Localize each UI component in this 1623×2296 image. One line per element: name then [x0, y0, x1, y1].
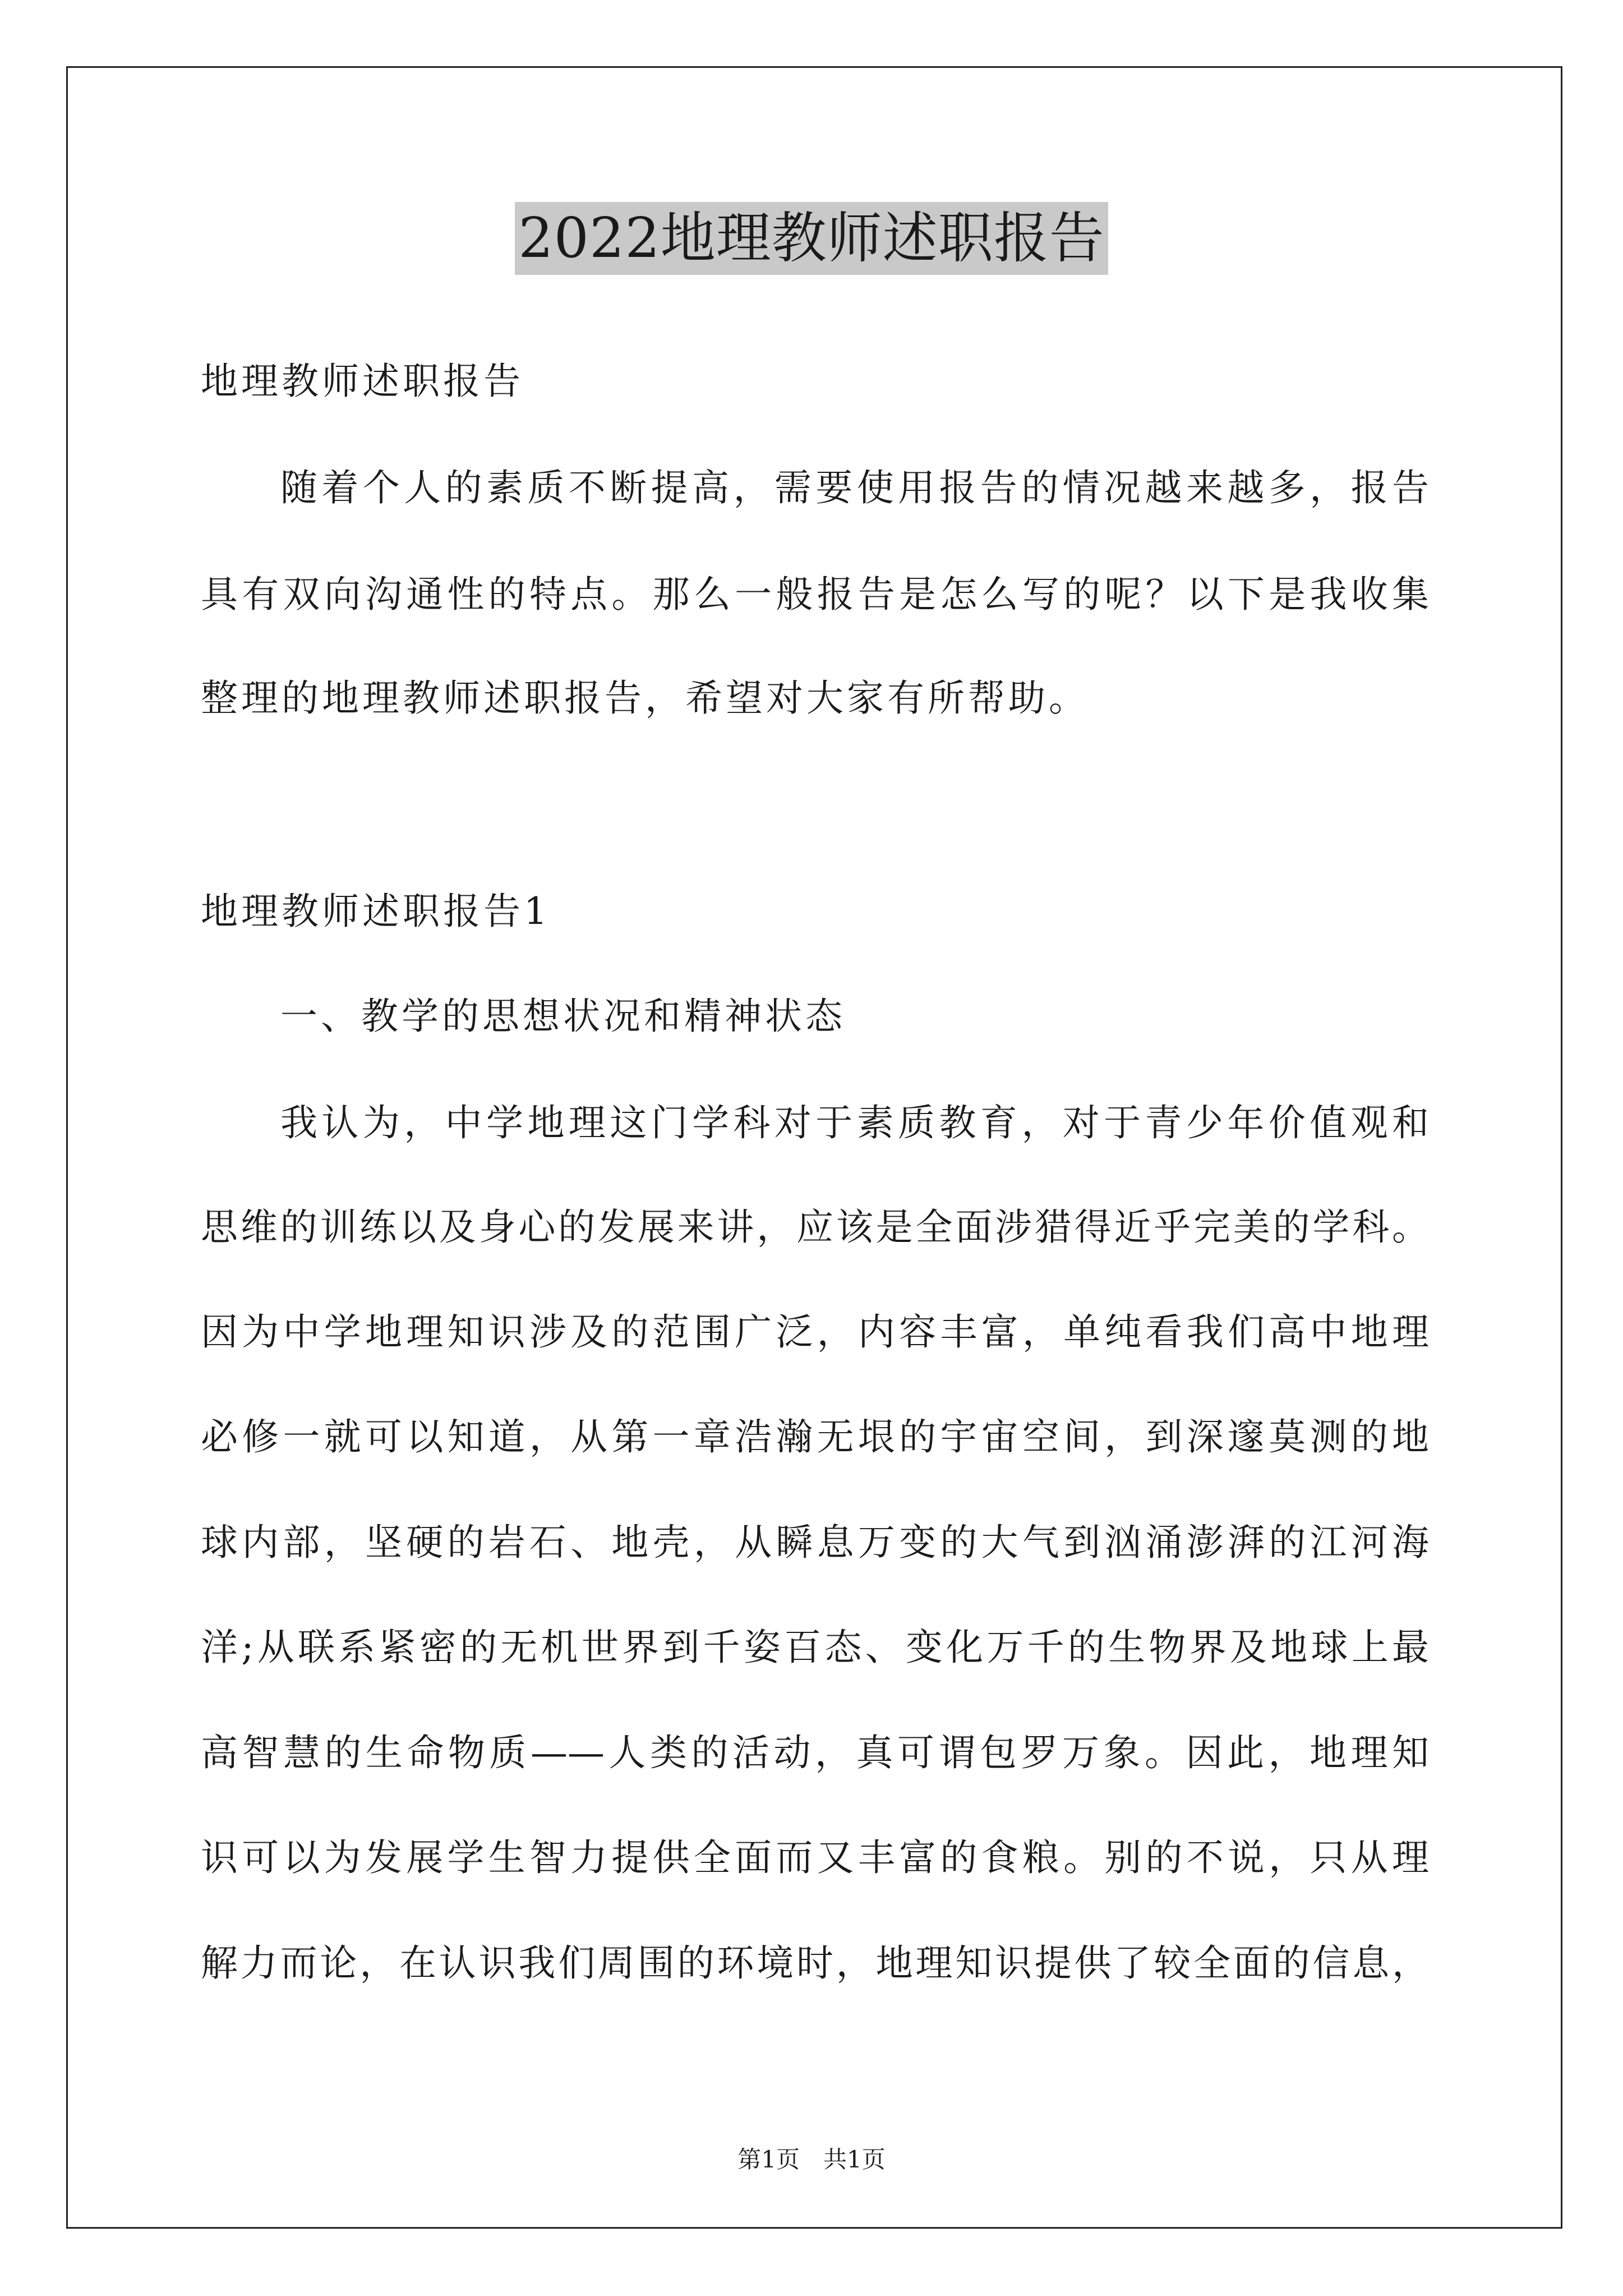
body-line-2: 思维的训练以及身心的发展来讲，应该是全面涉猎得近乎完美的学科。 [201, 1205, 1429, 1249]
body-line-5: 球内部，坚硬的岩石、地壳，从瞬息万变的大气到汹涌澎湃的江河海 [201, 1521, 1429, 1564]
body-line-1: 我认为，中学地理这门学科对于素质教育，对于青少年价值观和 [280, 1101, 1429, 1144]
intro-line-1: 随着个人的素质不断提高，需要使用报告的情况越来越多，报告 [280, 466, 1429, 509]
sub-heading: 一、教学的思想状况和精神状态 [280, 995, 846, 1038]
body-line-8: 识可以为发展学生智力提供全面而又丰富的食粮。别的不说，只从理 [201, 1836, 1429, 1879]
subtitle: 地理教师述职报告 [201, 360, 524, 403]
body-line-3: 因为中学地理知识涉及的范围广泛，内容丰富，单纯看我们高中地理 [201, 1310, 1429, 1354]
intro-line-2: 具有双向沟通性的特点。那么一般报告是怎么写的呢？以下是我收集 [201, 573, 1429, 616]
document-title-wrap [0, 202, 1623, 275]
body-line-7: 高智慧的生命物质——人类的活动，真可谓包罗万象。因此，地理知 [201, 1731, 1429, 1774]
section-heading: 地理教师述职报告1 [201, 890, 551, 933]
body-line-9: 解力而论，在认识我们周围的环境时，地理知识提供了较全面的信息， [201, 1941, 1429, 1985]
body-line-6: 洋;从联系紧密的无机世界到千姿百态、变化万千的生物界及地球上最 [201, 1626, 1429, 1669]
document-title: 2022地理教师述职报告 [515, 202, 1108, 275]
body-line-4: 必修一就可以知道，从第一章浩瀚无垠的宇宙空间，到深邃莫测的地 [201, 1415, 1429, 1458]
page-footer: 第1页 共1页 [737, 2146, 886, 2173]
intro-line-3: 整理的地理教师述职报告，希望对大家有所帮助。 [201, 677, 1089, 720]
